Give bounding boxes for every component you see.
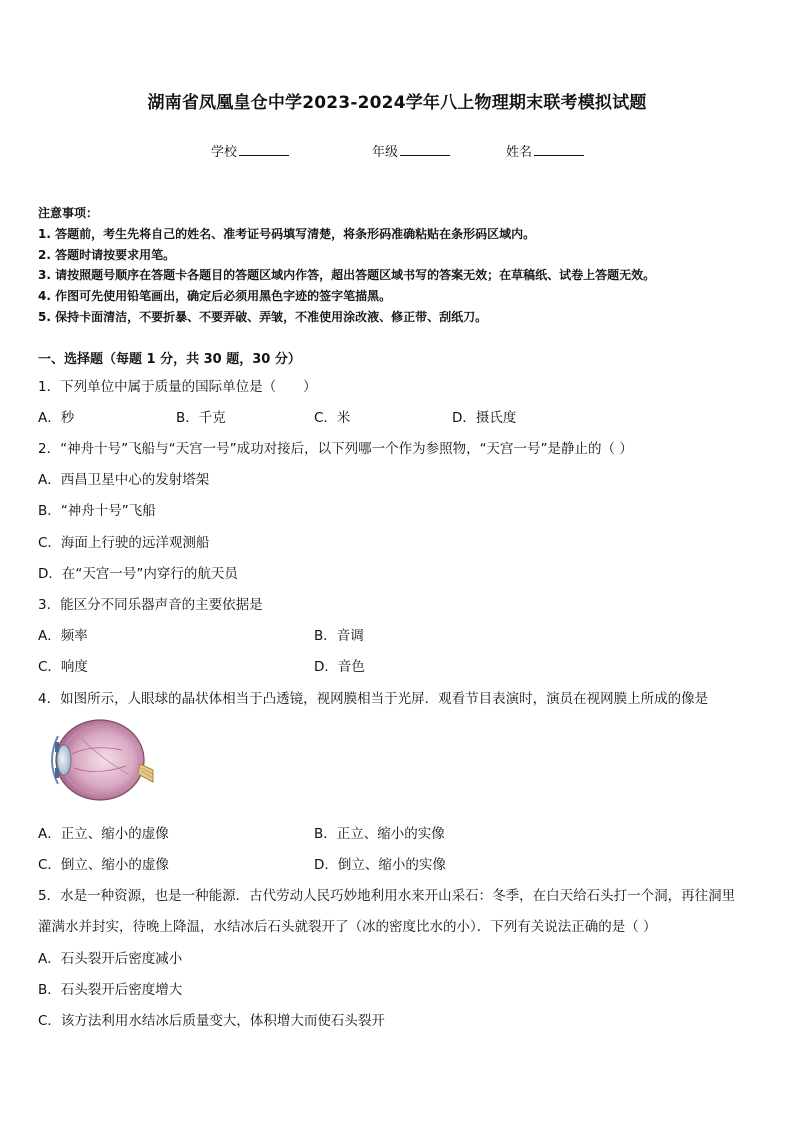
question-5-option-a[interactable]: A．石头裂开后密度减小 bbox=[38, 951, 183, 967]
question-2-option-d[interactable]: D．在“天宫一号”内穿行的航天员 bbox=[38, 566, 238, 582]
question-3-stem: 3．能区分不同乐器声音的主要依据是 bbox=[38, 597, 263, 613]
page-title: 湖南省凤凰皇仓中学2023-2024学年八上物理期末联考模拟试题 bbox=[147, 93, 647, 113]
notes-heading: 注意事项： bbox=[38, 206, 99, 220]
section-heading: 一、选择题（每题 1 分，共 30 题，30 分） bbox=[38, 352, 301, 367]
question-2-option-c[interactable]: C．海面上行驶的远洋观测船 bbox=[38, 535, 210, 551]
grade-field[interactable] bbox=[372, 141, 450, 160]
name-blank[interactable] bbox=[534, 143, 584, 156]
question-1-option-a[interactable]: A．秒 bbox=[38, 410, 75, 426]
question-1-option-c[interactable]: C．米 bbox=[314, 410, 351, 426]
question-2-option-a[interactable]: A．西昌卫星中心的发射塔架 bbox=[38, 472, 210, 488]
question-4-option-d[interactable]: D．倒立、缩小的实像 bbox=[314, 857, 446, 873]
question-1-stem: 1．下列单位中属于质量的国际单位是（ ） bbox=[38, 379, 317, 395]
question-5-stem-line-1: 5．水是一种资源，也是一种能源．古代劳动人民巧妙地利用水来开山采石：冬季，在白天给石头打一个洞，再往洞里 bbox=[38, 888, 736, 904]
note-item: 4. 作图可先使用铅笔画出，确定后必须用黑色字迹的签字笔描黑。 bbox=[38, 289, 392, 303]
grade-blank[interactable] bbox=[400, 143, 450, 156]
question-4-option-a[interactable]: A．正立、缩小的虚像 bbox=[38, 826, 169, 842]
note-item: 3. 请按照题号顺序在答题卡各题目的答题区域内作答，超出答题区域书写的答案无效；在草稿纸、试卷上答题无效。 bbox=[38, 268, 656, 282]
school-label: 学校 bbox=[211, 145, 238, 160]
note-item: 2. 答题时请按要求用笔。 bbox=[38, 248, 176, 262]
school-field[interactable] bbox=[211, 141, 289, 160]
question-3-option-d[interactable]: D．音色 bbox=[314, 659, 365, 675]
note-item: 1. 答题前，考生先将自己的姓名、准考证号码填写清楚，将条形码准确粘贴在条形码区域内。 bbox=[38, 227, 536, 241]
question-4-option-c[interactable]: C．倒立、缩小的虚像 bbox=[38, 857, 169, 873]
question-4-stem: 4．如图所示，人眼球的晶状体相当于凸透镜，视网膜相当于光屏．观看节目表演时，演员在视网膜上所成的像是 bbox=[38, 691, 709, 707]
question-2-option-b[interactable]: B．“神舟十号”飞船 bbox=[38, 503, 156, 519]
question-1-option-b[interactable]: B．千克 bbox=[176, 410, 226, 426]
question-3-option-c[interactable]: C．响度 bbox=[38, 659, 88, 675]
question-2-stem: 2．“神舟十号”飞船与“天宫一号”成功对接后，以下列哪一个作为参照物，“天宫一号”是静止的（ ） bbox=[38, 441, 633, 457]
eyeball-diagram bbox=[42, 714, 154, 806]
question-5-stem-line-2: 灌满水并封实，待晚上降温，水结冰后石头就裂开了（冰的密度比水的小）．下列有关说法正确的是（ ） bbox=[38, 919, 657, 935]
name-label: 姓名 bbox=[506, 145, 533, 160]
optic-nerve-shape bbox=[138, 764, 153, 782]
question-1-option-d[interactable]: D．摄氏度 bbox=[452, 410, 517, 426]
question-3-option-a[interactable]: A．频率 bbox=[38, 628, 88, 644]
grade-label: 年级 bbox=[372, 145, 399, 160]
question-5-option-c[interactable]: C．该方法利用水结冰后质量变大，体积增大而使石头裂开 bbox=[38, 1013, 385, 1029]
note-item: 5. 保持卡面清洁，不要折暴、不要弄破、弄皱，不准使用涂改液、修正带、刮纸刀。 bbox=[38, 310, 488, 324]
question-5-option-b[interactable]: B．石头裂开后密度增大 bbox=[38, 982, 183, 998]
school-blank[interactable] bbox=[239, 143, 289, 156]
question-3-option-b[interactable]: B．音调 bbox=[314, 628, 364, 644]
name-field[interactable] bbox=[506, 141, 584, 160]
question-4-option-b[interactable]: B．正立、缩小的实像 bbox=[314, 826, 445, 842]
